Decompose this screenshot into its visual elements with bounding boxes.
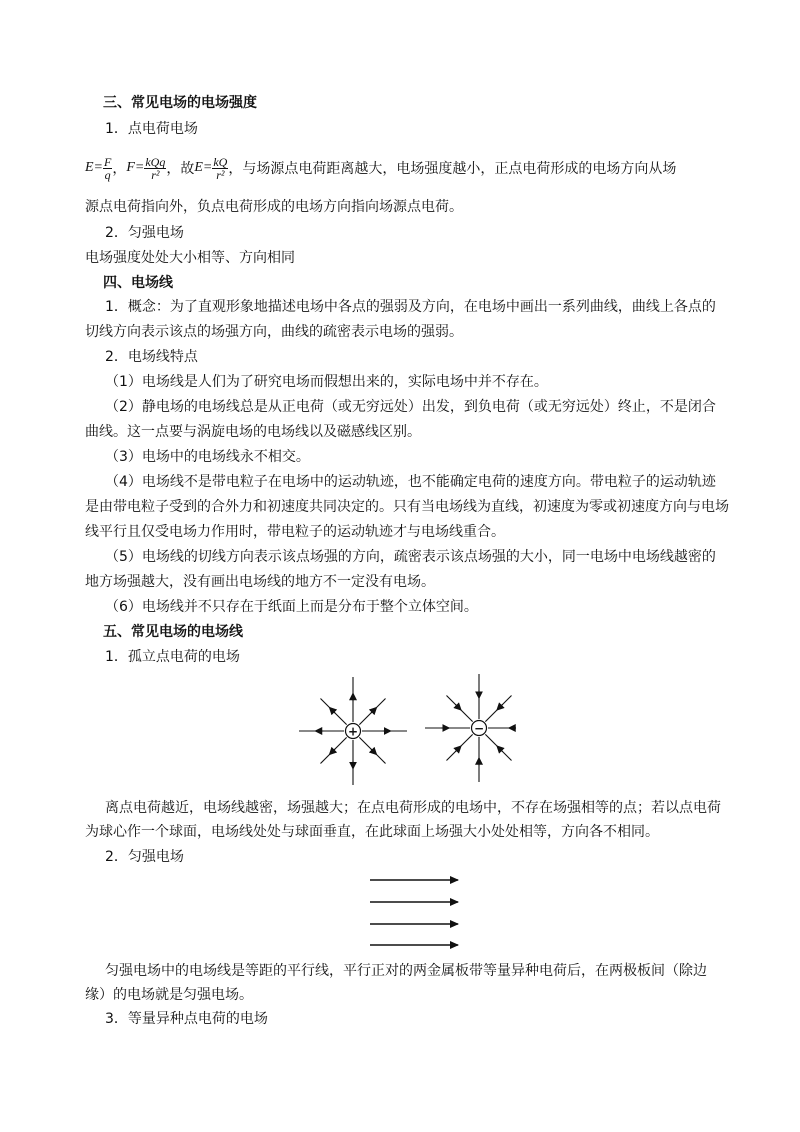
- fraction-numerator: kQq: [145, 154, 166, 169]
- section-5-heading: 五、常见电场的电场线: [103, 624, 243, 640]
- field-direction-arrow: [497, 704, 503, 710]
- positive-charge-symbol: +: [347, 724, 359, 739]
- field-direction-arrow: [455, 746, 461, 752]
- field-direction-arrow: [329, 749, 335, 755]
- feature-2-line-2: 曲线。这一点要与涡旋电场的电场线以及磁感线区别。: [85, 424, 421, 440]
- section-4-heading: 四、电场线: [103, 275, 173, 291]
- fraction-denominator: r²: [216, 167, 225, 182]
- fraction-denominator: q: [104, 167, 111, 182]
- negative-charge-field-lines: [425, 674, 516, 782]
- feature-5-line-1: （5）电场线的切线方向表示该点场强的方向，疏密表示该点场强的大小，同一电场中电场线越密的: [105, 549, 716, 565]
- concept-line-2: 切线方向表示该点的场强方向，曲线的疏密表示电场的强弱。: [85, 324, 463, 340]
- concept-line-1: 1．概念：为了直观形象地描述电场中各点的强弱及方向，在电场中画出一系列曲线，曲线上各点的: [105, 299, 716, 315]
- formula-separator: ，故: [166, 161, 195, 177]
- negative-charge-symbol: −: [473, 721, 485, 736]
- point-charge-field-diagram: [296, 672, 516, 788]
- uniform-field-diagram: [366, 870, 466, 954]
- subheading-isolated-charge: 1．孤立点电荷的电场: [105, 649, 240, 665]
- feature-2-line-1: （2）静电场的电场线总是从正电荷（或无穷远处）出发，到负电荷（或无穷远处）终止，不是闭合: [105, 399, 716, 415]
- formula-explanation: ，与场源点电荷距离越大，电场强度越小，正点电荷形成的电场方向从场: [228, 161, 677, 177]
- fraction-numerator: kQ: [213, 154, 228, 169]
- fraction-kq-over-r2: [212, 156, 228, 181]
- formula-e-lhs: E=: [85, 160, 103, 175]
- feature-4-line-1: （4）电场线不是带电粒子在电场中的运动轨迹，也不能确定电荷的速度方向。带电粒子的运动轨迹: [105, 474, 716, 490]
- subheading-uniform-field: 2．匀强电场: [105, 225, 184, 241]
- feature-3: （3）电场中的电场线永不相交。: [105, 449, 310, 465]
- formula-e2-lhs: E=: [194, 160, 213, 175]
- field-direction-arrow: [371, 707, 377, 713]
- feature-4-line-3: 线平行且仅受电场力作用时，带电粒子的运动轨迹才与电场线重合。: [85, 524, 505, 540]
- uniform-field-text: 电场强度处处大小相等、方向相同: [85, 250, 295, 266]
- feature-1: （1）电场线是人们为了研究电场而假想出来的，实际电场中并不存在。: [105, 374, 548, 390]
- formula-f-lhs: F=: [126, 160, 145, 175]
- isolated-charge-para-line-2: 为球心作一个球面，电场线处处与球面垂直，在此球面上场强大小处处相等，方向各不相同。: [85, 824, 659, 840]
- uniform-field-para-line-2: 缘）的电场就是匀强电场。: [85, 987, 253, 1003]
- isolated-charge-para-line-1: 离点电荷越近，电场线越密，场强越大；在点电荷形成的电场中，不存在场强相等的点；若以点电荷: [105, 800, 721, 816]
- feature-6: （6）电场线并不只存在于纸面上而是分布于整个立体空间。: [105, 599, 478, 615]
- field-direction-arrow: [455, 704, 461, 710]
- field-strength-formula: [85, 148, 676, 188]
- feature-5-line-2: 地方场强越大，没有画出电场线的地方不一定没有电场。: [85, 574, 435, 590]
- subheading-point-charge-field: 1．点电荷电场: [105, 121, 198, 137]
- fraction-numerator: F: [104, 154, 112, 169]
- point-charge-direction-text: 源点电荷指向外，负点电荷形成的电场方向指向场源点电荷。: [85, 199, 463, 215]
- fraction-kqq-over-r2: [144, 156, 166, 181]
- fraction-f-over-q: [103, 156, 112, 181]
- field-direction-arrow: [329, 707, 335, 713]
- field-direction-arrow: [497, 746, 503, 752]
- feature-4-line-2: 是由带电粒子受到的合外力和初速度共同决定的。只有当电场线为直线，初速度为零或初速度方向与电场: [85, 499, 729, 515]
- features-title: 2．电场线特点: [105, 349, 198, 365]
- formula-separator: ，: [112, 161, 127, 177]
- uniform-field-para-line-1: 匀强电场中的电场线是等距的平行线，平行正对的两金属板带等量异种电荷后，在两极板间（除边: [105, 963, 707, 979]
- subheading-uniform-field-lines: 2．匀强电场: [105, 849, 184, 865]
- fraction-denominator: r²: [151, 167, 160, 182]
- subheading-equal-opposite-charges: 3．等量异种点电荷的电场: [105, 1011, 268, 1027]
- section-3-heading: 三、常见电场的电场强度: [103, 95, 257, 111]
- field-direction-arrow: [371, 749, 377, 755]
